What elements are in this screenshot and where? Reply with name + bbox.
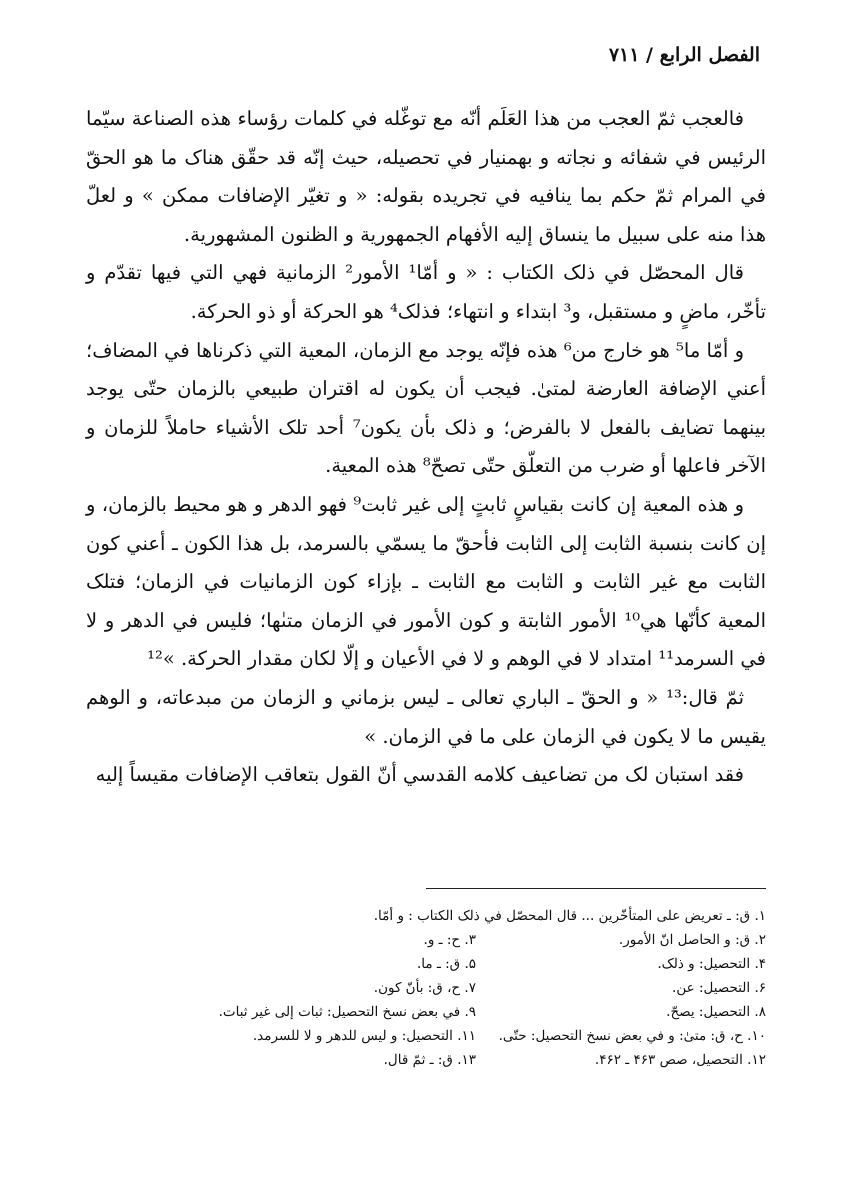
text-line: و أمّا ما⁵ هو خارج من⁶ هذه فإنّه يوجد مع الزمان، المعية التي ذکرناها في المضاف؛ xyxy=(86,338,744,362)
paragraph xyxy=(86,486,766,679)
footnote: ۵. ق: ـ ما. xyxy=(416,956,476,972)
footnote-row xyxy=(86,1024,766,1048)
text-line: الرئيس في شفائه و نجاته و بهمنيار في تحصيله، حيث إنّه قد حقّق هناک ما هو الحقّ في xyxy=(86,145,766,208)
footnote-row xyxy=(86,1000,766,1024)
text-line: قال المحصّل في ذلک الکتاب : « و أمّا¹ الأمور² الزمانية فهي التي فيها تقدّم و تأخّر، xyxy=(86,261,766,323)
footnote: ٧. ح، ق: بأنّ کون. xyxy=(373,980,476,996)
footnote: ٨. التحصيل: يصحّ. xyxy=(666,1004,766,1020)
text-line: مع غير الثابت و الثابت مع الثابت ـ بإزاء کون الزمانيات في الزمان؛ فتلک المعية کأنّها xyxy=(86,570,766,632)
footnote-row xyxy=(86,928,766,952)
footnote: ١٣. ق: ـ ثمّ قال. xyxy=(383,1052,476,1068)
footnote: ١٢. التحصيل، صص ۴۶٣ ـ ۴۶۲. xyxy=(594,1052,766,1068)
text-line: المرام ثمّ حکم بما ينافيه في تجريده بقوله: « و تغيّر الإضافات ممکن » و لعلّ هذا منه xyxy=(86,184,766,246)
footnote-row xyxy=(86,1048,766,1072)
footnote: ١٠. ح، ق: متىٰ: و في بعض نسخ التحصيل: حتّى. xyxy=(498,1028,766,1044)
text-line: امتداد لا في الوهم و لا في الأعيان و إلّا لکان مقدار الحرکة. »¹² xyxy=(147,647,653,671)
text-line: کانت بنسبة الثابت إلى الثابت فأحقّ ما يسمّي بالسرمد، بل هذا الکون ـ أعني کون الثابت xyxy=(86,531,766,594)
paragraph xyxy=(86,756,766,795)
paragraph xyxy=(86,254,766,331)
text-line: و هذه المعية إن کانت بقياسٍ ثابتٍ إلى غير ثابت⁹ فهو الدهر و هو محيط بالزمان، و إن xyxy=(86,492,767,555)
footnote: ٣. ح: ـ و. xyxy=(423,932,476,948)
paragraph xyxy=(86,100,766,254)
text-line: ماضٍ و مستقبل، و³ ابتداء و انتهاء؛ فذلک⁴ هو الحرکة أو ذو الحرکة. xyxy=(190,299,720,323)
footnote: ١. ق: ـ تعريض على المتأخّرين ... قال المحصّل في ذلک الکتاب : و أمّا. xyxy=(373,908,766,924)
footnote-row xyxy=(86,976,766,1000)
footnote-row xyxy=(86,952,766,976)
text-line: تضايف بالفعل لا بالفرض؛ و ذلک بأن يکون⁷ أحد تلک الأشياء حاملاً للزمان و الآخر xyxy=(86,415,766,478)
text-line: فاعلها أو ضرب من التعلّق حتّى تصحّ⁸ هذه المعية. xyxy=(325,454,721,478)
text-line: فقد استبان لک من تضاعيف کلامه القدسي أنّ القول بتعاقب الإضافات مقيساً إليه xyxy=(95,763,744,787)
text-line: هي¹⁰ الأمور الثابتة و کون الأمور في الزمان متىٰها؛ فليس في الدهر و لا في السرمد¹¹ xyxy=(86,608,766,671)
footnotes xyxy=(86,904,766,1072)
footnote: ٢. ق: و الحاصل انّ الأمور. xyxy=(618,932,766,948)
footnote: ١١. التحصيل: و ليس للدهر و لا للسرمد. xyxy=(252,1028,476,1044)
text-line: ما لا يکون في الزمان على ما في الزمان. » xyxy=(364,724,714,748)
text-line: أعني الإضافة العارضة لمتىٰ. فيجب أن يکون له اقتران طبيعي بالزمان حتّى يوجد بينهما xyxy=(86,377,767,439)
footnote: ۴. التحصيل: و ذلک. xyxy=(657,956,766,972)
footnote-row xyxy=(86,904,766,928)
footnote: ٩. في بعض نسخ التحصيل: ثبات إلى غير ثبات. xyxy=(218,1004,476,1020)
footnote: ۶. التحصيل: عن. xyxy=(672,980,766,996)
main-text xyxy=(86,100,766,795)
paragraph xyxy=(86,332,766,486)
running-header: الفصل الرابع / ٧١١ xyxy=(608,44,760,66)
text-line: فالعجب ثمّ العجب من هذا العَلَم أنّه مع توغّله في كلمات رؤساء هذه الصناعة سيّما xyxy=(86,107,744,130)
footnote-divider xyxy=(426,888,766,889)
text-line: ثمّ قال:¹³ « و الحقّ ـ الباري تعالى ـ ليس بزماني و الزمان من مبدعاته، و الوهم يقيس xyxy=(86,685,766,748)
text-line: على سبيل ما ينساق إليه الأفهام الجمهورية و الظنون المشهورية. xyxy=(183,222,701,246)
paragraph xyxy=(86,679,766,756)
